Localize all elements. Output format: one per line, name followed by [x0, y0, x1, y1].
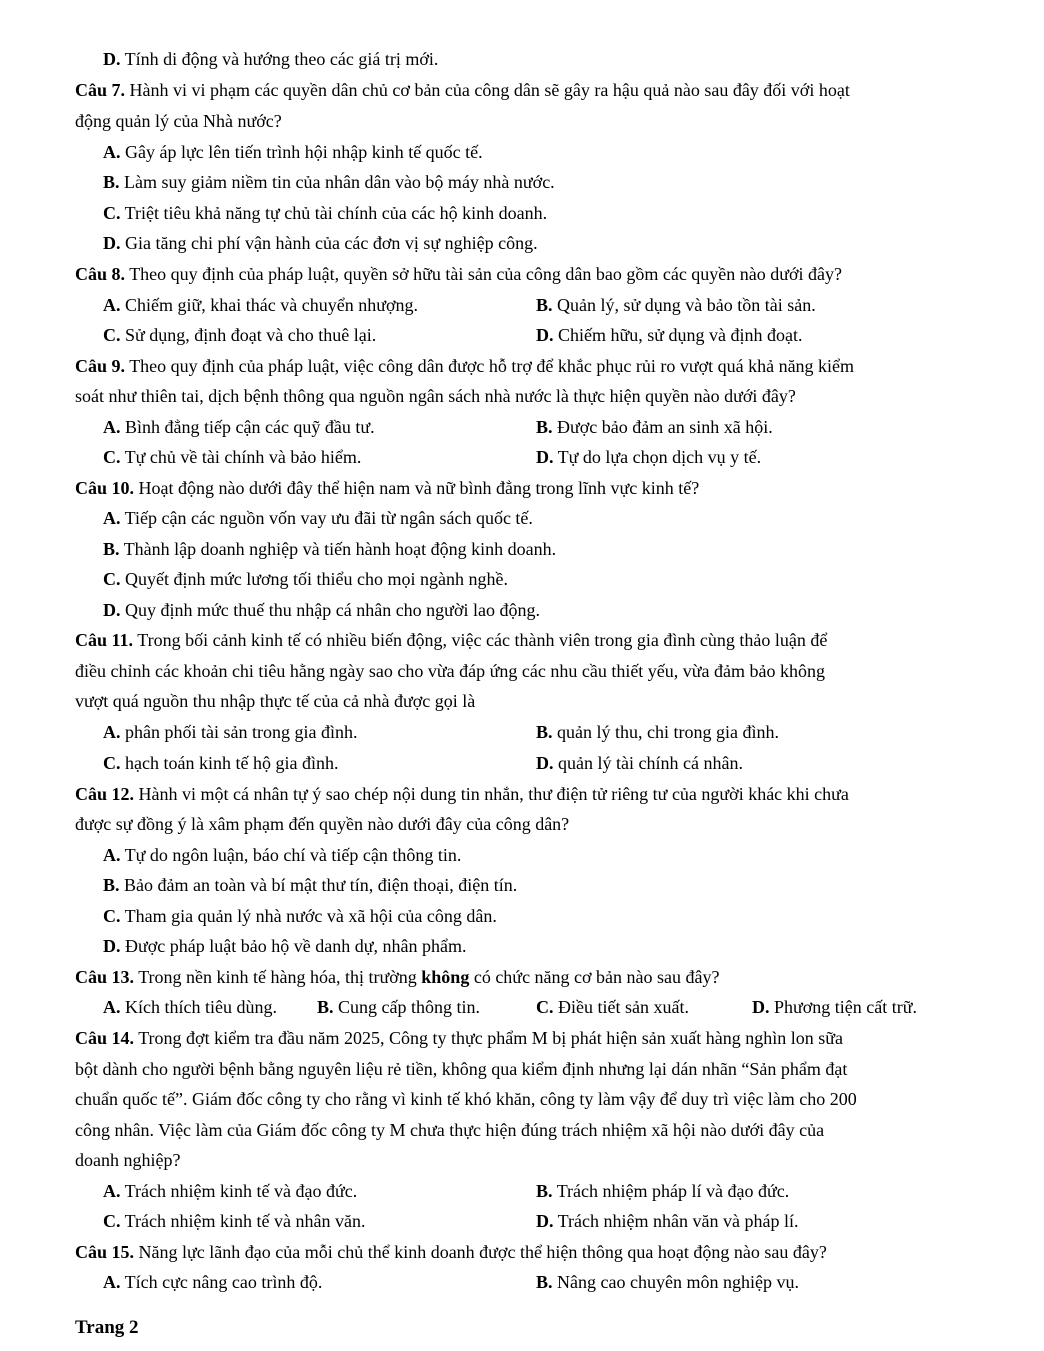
option-letter: D. [536, 447, 554, 467]
option-letter: C. [103, 203, 121, 223]
question-label: Câu 15. [75, 1242, 135, 1262]
question-7-option-c [103, 202, 547, 224]
question-13-option-d [752, 996, 917, 1018]
question-10-option-a [103, 507, 533, 529]
option-text: quản lý tài chính cá nhân. [553, 753, 743, 773]
option-text: Phương tiện cất trữ. [769, 997, 918, 1017]
question-10-option-d [103, 599, 540, 621]
option-letter: B. [536, 1181, 553, 1201]
question-14-line-3: chuẩn quốc tế”. Giám đốc công ty cho rằng vì kinh tế khó khăn, công ty làm vậy để duy trì việc làm cho 200 [75, 1089, 857, 1109]
question-8-option-d [536, 324, 803, 346]
question-label: Câu 10. [75, 478, 135, 498]
option-text: Tích cực nâng cao trình độ. [120, 1272, 323, 1292]
prev-option-d [103, 48, 438, 70]
option-text: Tự do ngôn luận, báo chí và tiếp cận thông tin. [120, 845, 462, 865]
option-text: Làm suy giảm niềm tin của nhân dân vào bộ máy nhà nước. [119, 172, 555, 192]
option-letter: B. [536, 417, 553, 437]
question-text: Theo quy định của pháp luật, việc công dân được hỗ trợ để khắc phục rủi ro vượt quá khả năng kiểm [125, 356, 855, 376]
option-text: Trách nhiệm pháp lí và đạo đức. [552, 1181, 790, 1201]
question-text: Năng lực lãnh đạo của mỗi chủ thể kinh doanh được thể hiện thông qua hoạt động nào sau đây? [134, 1242, 827, 1262]
option-text: Được pháp luật bảo hộ về danh dự, nhân phẩm. [120, 936, 467, 956]
question-12-option-c [103, 905, 497, 927]
option-letter: C. [103, 325, 121, 345]
question-text: có chức năng cơ bản nào sau đây? [469, 967, 720, 987]
option-text: Gia tăng chi phí vận hành của các đơn vị sự nghiệp công. [120, 233, 538, 253]
option-text: Quản lý, sử dụng và bảo tồn tài sản. [552, 295, 816, 315]
question-13-option-a [103, 996, 277, 1018]
question-text: Hành vi vi phạm các quyền dân chủ cơ bản của công dân sẽ gây ra hậu quả nào sau đây đối với hoạt [125, 80, 850, 100]
option-text: Gây áp lực lên tiến trình hội nhập kinh tế quốc tế. [120, 142, 483, 162]
option-letter: C. [103, 906, 121, 926]
option-text: Được bảo đảm an sinh xã hội. [552, 417, 773, 437]
option-letter: D. [103, 233, 121, 253]
question-11-option-a [103, 721, 357, 743]
question-11-option-c [103, 752, 338, 774]
question-emphasis: không [421, 967, 470, 987]
option-letter: A. [103, 1272, 121, 1292]
question-13-option-c [536, 996, 689, 1018]
option-text: Sử dụng, định đoạt và cho thuê lại. [120, 325, 377, 345]
question-11-line-3: vượt quá nguồn thu nhập thực tế của cả nhà được gọi là [75, 691, 476, 711]
option-letter: C. [103, 569, 121, 589]
option-letter: C. [536, 997, 554, 1017]
question-9-line-2: soát như thiên tai, dịch bệnh thông qua nguồn ngân sách nhà nước là thực hiện quyền nào dưới đây? [75, 386, 796, 406]
option-letter: D. [536, 325, 554, 345]
question-8-option-a [103, 294, 418, 316]
option-letter: B. [536, 295, 553, 315]
question-text: Theo quy định của pháp luật, quyền sở hữu tài sản của công dân bao gồm các quyền nào dưới đây? [125, 264, 843, 284]
option-letter: C. [103, 447, 121, 467]
question-label: Câu 14. [75, 1028, 135, 1048]
question-9-option-d [536, 446, 761, 468]
option-letter: A. [103, 997, 121, 1017]
question-13-line-1 [75, 966, 975, 988]
option-text: Triệt tiêu khả năng tự chủ tài chính của các hộ kinh doanh. [120, 203, 548, 223]
question-12-line-2: được sự đồng ý là xâm phạm đến quyền nào dưới đây của công dân? [75, 814, 570, 834]
option-text: Điều tiết sản xuất. [553, 997, 689, 1017]
option-text: Tự chủ về tài chính và bảo hiểm. [120, 447, 362, 467]
question-label: Câu 13. [75, 967, 135, 987]
option-text: Chiếm giữ, khai thác và chuyển nhượng. [120, 295, 418, 315]
option-letter: B. [103, 172, 120, 192]
question-11-line-1 [75, 629, 975, 651]
question-10-option-b [103, 538, 556, 560]
question-15-line-1 [75, 1241, 975, 1263]
question-14-option-d [536, 1210, 798, 1232]
question-10-line-1 [75, 477, 975, 499]
option-text: hạch toán kinh tế hộ gia đình. [120, 753, 339, 773]
question-8-option-c [103, 324, 376, 346]
option-letter: C. [103, 1211, 121, 1231]
question-text: Hành vi một cá nhân tự ý sao chép nội dung tin nhắn, thư điện tử riêng tư của người khác khi chưa [134, 784, 849, 804]
question-7-line-1 [75, 79, 975, 101]
option-text: phân phối tài sản trong gia đình. [120, 722, 358, 742]
question-9-option-c [103, 446, 361, 468]
option-letter: D. [103, 49, 121, 69]
question-12-option-b [103, 874, 517, 896]
question-14-line-2: bột dành cho người bệnh bằng nguyên liệu rẻ tiền, không qua kiểm định nhưng lại dán nhãn “Sản phẩm đạt [75, 1059, 848, 1079]
option-text: Quy định mức thuế thu nhập cá nhân cho người lao động. [120, 600, 540, 620]
option-letter: C. [103, 753, 121, 773]
option-text: Quyết định mức lương tối thiểu cho mọi ngành nghề. [120, 569, 508, 589]
question-14-option-c [103, 1210, 365, 1232]
question-7-line-2: động quản lý của Nhà nước? [75, 111, 282, 131]
question-label: Câu 11. [75, 630, 134, 650]
question-label: Câu 7. [75, 80, 126, 100]
option-letter: D. [536, 1211, 554, 1231]
option-letter: A. [103, 142, 121, 162]
option-letter: A. [103, 295, 121, 315]
question-12-line-1 [75, 783, 975, 805]
option-letter: B. [317, 997, 334, 1017]
option-text: Nâng cao chuyên môn nghiệp vụ. [552, 1272, 799, 1292]
option-text: Tiếp cận các nguồn vốn vay ưu đãi từ ngân sách quốc tế. [120, 508, 533, 528]
option-letter: D. [103, 600, 121, 620]
option-text: quản lý thu, chi trong gia đình. [552, 722, 779, 742]
option-letter: A. [103, 1181, 121, 1201]
question-11-line-2: điều chỉnh các khoản chi tiêu hằng ngày sao cho vừa đáp ứng các nhu cầu thiết yếu, vừa đảm bảo không [75, 661, 826, 681]
option-text: Bảo đảm an toàn và bí mật thư tín, điện thoại, điện tín. [119, 875, 518, 895]
question-14-line-4: công nhân. Việc làm của Giám đốc công ty M chưa thực hiện đúng trách nhiệm xã hội nào dưới đây của [75, 1120, 825, 1140]
question-text: Trong bối cảnh kinh tế có nhiều biến động, việc các thành viên trong gia đình cùng thảo luận để [133, 630, 828, 650]
question-label: Câu 9. [75, 356, 126, 376]
question-9-line-1 [75, 355, 975, 377]
option-text: Thành lập doanh nghiệp và tiến hành hoạt động kinh doanh. [119, 539, 557, 559]
question-14-line-1 [75, 1027, 975, 1049]
question-13-option-b [317, 996, 480, 1018]
question-7-option-a [103, 141, 483, 163]
option-text: Tính di động và hướng theo các giá trị mới. [120, 49, 439, 69]
option-text: Kích thích tiêu dùng. [120, 997, 277, 1017]
option-letter: B. [536, 1272, 553, 1292]
question-9-option-b [536, 416, 773, 438]
option-letter: D. [536, 753, 554, 773]
option-text: Cung cấp thông tin. [333, 997, 481, 1017]
option-letter: D. [103, 936, 121, 956]
question-label: Câu 8. [75, 264, 126, 284]
question-8-option-b [536, 294, 816, 316]
question-label: Câu 12. [75, 784, 135, 804]
page-number: Trang 2 [75, 1317, 139, 1338]
option-letter: A. [103, 508, 121, 528]
option-text: Trách nhiệm kinh tế và đạo đức. [120, 1181, 358, 1201]
question-8-line-1 [75, 263, 975, 285]
question-15-option-b [536, 1271, 799, 1293]
question-11-option-d [536, 752, 743, 774]
question-11-option-b [536, 721, 779, 743]
question-12-option-d [103, 935, 466, 957]
option-letter: A. [103, 722, 121, 742]
option-text: Bình đẳng tiếp cận các quỹ đầu tư. [120, 417, 375, 437]
option-letter: A. [103, 417, 121, 437]
option-letter: B. [536, 722, 553, 742]
question-15-option-a [103, 1271, 322, 1293]
option-text: Tự do lựa chọn dịch vụ y tế. [553, 447, 762, 467]
option-letter: A. [103, 845, 121, 865]
question-text: Hoạt động nào dưới đây thể hiện nam và nữ bình đẳng trong lĩnh vực kinh tế? [134, 478, 700, 498]
question-7-option-d [103, 232, 538, 254]
option-letter: B. [103, 539, 120, 559]
option-letter: B. [103, 875, 120, 895]
question-14-option-a [103, 1180, 357, 1202]
question-9-option-a [103, 416, 375, 438]
option-text: Trách nhiệm kinh tế và nhân văn. [120, 1211, 366, 1231]
option-text: Trách nhiệm nhân văn và pháp lí. [553, 1211, 799, 1231]
question-10-option-c [103, 568, 508, 590]
question-12-option-a [103, 844, 461, 866]
option-text: Chiếm hữu, sử dụng và định đoạt. [553, 325, 803, 345]
question-14-option-b [536, 1180, 789, 1202]
option-text: Tham gia quản lý nhà nước và xã hội của công dân. [120, 906, 497, 926]
question-text: Trong nền kinh tế hàng hóa, thị trường [134, 967, 422, 987]
option-letter: D. [752, 997, 770, 1017]
question-14-line-5: doanh nghiệp? [75, 1150, 181, 1170]
question-7-option-b [103, 171, 555, 193]
question-text: Trong đợt kiểm tra đầu năm 2025, Công ty thực phẩm M bị phát hiện sản xuất hàng nghìn lon sữa [134, 1028, 843, 1048]
